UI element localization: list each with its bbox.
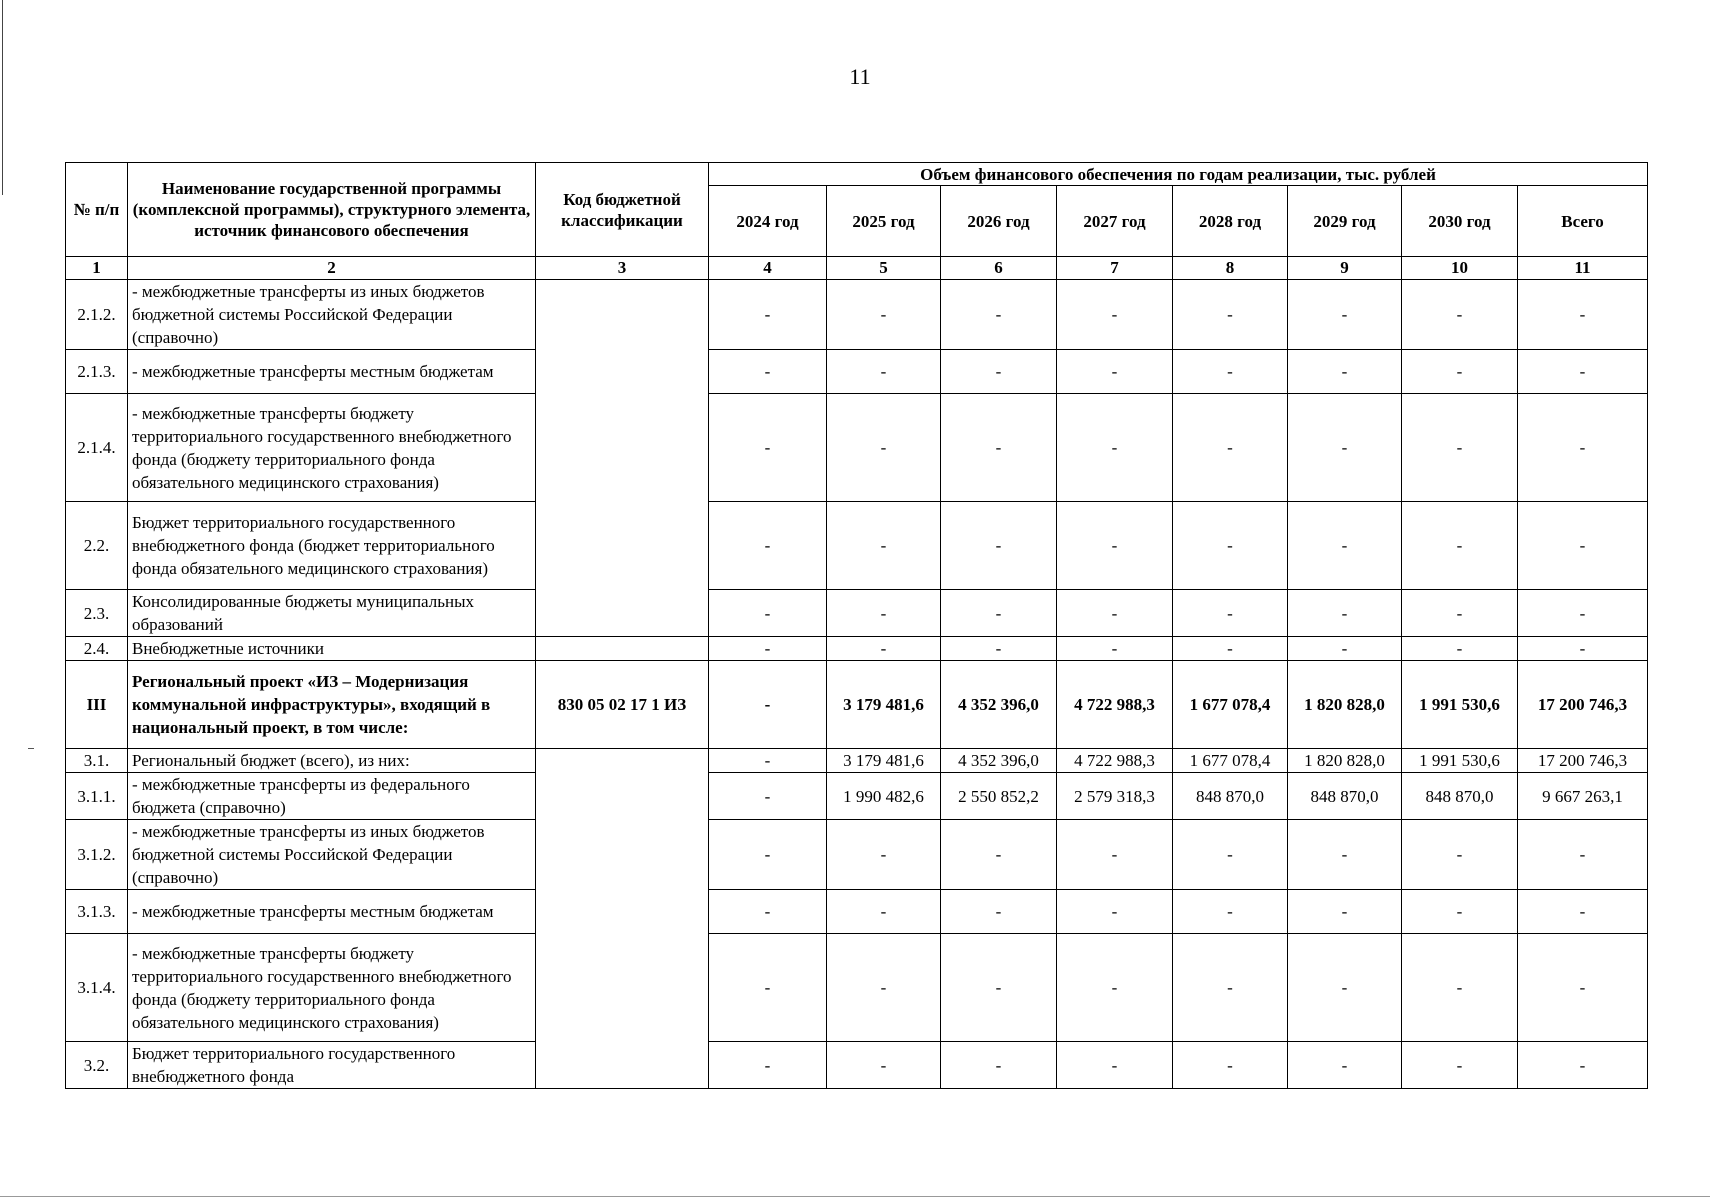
budget-code: 830 05 02 17 1 ИЗ <box>536 661 709 749</box>
row-name: - межбюджетные трансферты из иных бюджетов бюджетной системы Российской Федерации (справочно) <box>128 820 536 890</box>
table-row <box>66 890 1648 934</box>
row-name: Региональный бюджет (всего), из них: <box>128 749 536 773</box>
value-cell: 4 722 988,3 <box>1057 749 1173 773</box>
value-cell: - <box>827 350 941 394</box>
value-cell: - <box>827 590 941 637</box>
table-row <box>66 502 1648 590</box>
value-cell: - <box>1518 637 1648 661</box>
value-cell: 4 352 396,0 <box>941 749 1057 773</box>
value-cell: - <box>827 890 941 934</box>
value-cell: - <box>827 820 941 890</box>
value-cell: - <box>1518 350 1648 394</box>
row-number: 2.1.4. <box>66 394 128 502</box>
table-row <box>66 394 1648 502</box>
header-code: Код бюджетной классификации <box>536 163 709 257</box>
value-cell: - <box>1402 890 1518 934</box>
value-cell: 4 352 396,0 <box>941 661 1057 749</box>
value-cell: - <box>1402 820 1518 890</box>
value-cell: - <box>1518 280 1648 350</box>
value-cell: - <box>1057 1042 1173 1089</box>
value-cell: - <box>941 394 1057 502</box>
value-cell: - <box>941 934 1057 1042</box>
column-number-3: 3 <box>536 257 709 280</box>
value-cell: - <box>1518 1042 1648 1089</box>
scan-mark <box>28 748 34 749</box>
value-cell: - <box>941 820 1057 890</box>
value-cell: 2 550 852,2 <box>941 773 1057 820</box>
value-cell: - <box>1057 637 1173 661</box>
value-cell: 848 870,0 <box>1173 773 1288 820</box>
table-row <box>66 820 1648 890</box>
column-number-7: 7 <box>1057 257 1173 280</box>
value-cell: - <box>1057 934 1173 1042</box>
value-cell: - <box>709 934 827 1042</box>
value-cell: - <box>1402 502 1518 590</box>
value-cell: - <box>827 1042 941 1089</box>
header-year-1: 2024 год <box>709 186 827 257</box>
row-number: 3.1.4. <box>66 934 128 1042</box>
header-year-5: 2028 год <box>1173 186 1288 257</box>
value-cell: - <box>709 394 827 502</box>
value-cell: - <box>941 590 1057 637</box>
header-name: Наименование государственной программы (комплексной программы), структурного элемента, источник финансового обеспечения <box>128 163 536 257</box>
row-name: - межбюджетные трансферты из иных бюджетов бюджетной системы Российской Федерации (справочно) <box>128 280 536 350</box>
row-name: - межбюджетные трансферты бюджету территориального государственного внебюджетного фонда (бюджету территориального фонда обязательного медицинского страхования) <box>128 394 536 502</box>
value-cell: 17 200 746,3 <box>1518 661 1648 749</box>
value-cell: - <box>709 890 827 934</box>
table-row <box>66 1042 1648 1089</box>
value-cell: - <box>1288 394 1402 502</box>
row-number: 3.1.2. <box>66 820 128 890</box>
value-cell: - <box>1173 1042 1288 1089</box>
value-cell: - <box>1173 502 1288 590</box>
value-cell: - <box>1288 1042 1402 1089</box>
value-cell: 1 820 828,0 <box>1288 661 1402 749</box>
value-cell: - <box>1518 890 1648 934</box>
value-cell: - <box>941 350 1057 394</box>
value-cell: - <box>709 502 827 590</box>
scan-edge-line <box>2 0 3 195</box>
value-cell: - <box>1518 934 1648 1042</box>
value-cell: - <box>827 280 941 350</box>
value-cell: - <box>709 590 827 637</box>
table-row <box>66 280 1648 350</box>
value-cell: - <box>709 661 827 749</box>
column-number-1: 1 <box>66 257 128 280</box>
column-number-2: 2 <box>128 257 536 280</box>
value-cell: 1 991 530,6 <box>1402 749 1518 773</box>
row-name: Бюджет территориального государственного внебюджетного фонда <box>128 1042 536 1089</box>
value-cell: - <box>1402 590 1518 637</box>
row-name: Региональный проект «ИЗ – Модернизация коммунальной инфраструктуры», входящий в национальный проект, в том числе: <box>128 661 536 749</box>
value-cell: - <box>1173 820 1288 890</box>
value-cell: - <box>1057 394 1173 502</box>
value-cell: - <box>1057 280 1173 350</box>
value-cell: - <box>1173 590 1288 637</box>
value-cell: 1 677 078,4 <box>1173 661 1288 749</box>
value-cell: - <box>827 502 941 590</box>
value-cell: - <box>1288 350 1402 394</box>
header-volume: Объем финансового обеспечения по годам реализации, тыс. рублей <box>709 163 1648 186</box>
value-cell: 1 820 828,0 <box>1288 749 1402 773</box>
value-cell: - <box>1173 934 1288 1042</box>
row-number: 2.4. <box>66 637 128 661</box>
value-cell: 848 870,0 <box>1402 773 1518 820</box>
table-row <box>66 773 1648 820</box>
value-cell: - <box>1402 280 1518 350</box>
budget-code <box>536 637 709 661</box>
value-cell: - <box>709 1042 827 1089</box>
value-cell: 2 579 318,3 <box>1057 773 1173 820</box>
value-cell: - <box>1173 890 1288 934</box>
value-cell: - <box>1057 820 1173 890</box>
value-cell: - <box>1288 637 1402 661</box>
value-cell: - <box>1402 1042 1518 1089</box>
value-cell: - <box>1518 820 1648 890</box>
header-year-8: Всего <box>1518 186 1648 257</box>
header-year-3: 2026 год <box>941 186 1057 257</box>
value-cell: - <box>1288 502 1402 590</box>
value-cell: - <box>1288 590 1402 637</box>
value-cell: - <box>1173 350 1288 394</box>
header-year-6: 2029 год <box>1288 186 1402 257</box>
row-number: 3.1.3. <box>66 890 128 934</box>
value-cell: - <box>1288 934 1402 1042</box>
row-name: - межбюджетные трансферты местным бюджетам <box>128 350 536 394</box>
value-cell: - <box>1173 280 1288 350</box>
column-number-9: 9 <box>1288 257 1402 280</box>
value-cell: - <box>1402 350 1518 394</box>
value-cell: - <box>709 350 827 394</box>
budget-code <box>536 749 709 1089</box>
value-cell: - <box>1288 820 1402 890</box>
value-cell: - <box>1402 394 1518 502</box>
value-cell: 3 179 481,6 <box>827 749 941 773</box>
row-number: 2.2. <box>66 502 128 590</box>
row-name: Бюджет территориального государственного внебюджетного фонда (бюджет территориального фонда обязательного медицинского страхования) <box>128 502 536 590</box>
row-number: 2.3. <box>66 590 128 637</box>
column-number-10: 10 <box>1402 257 1518 280</box>
row-number: 3.1. <box>66 749 128 773</box>
value-cell: 17 200 746,3 <box>1518 749 1648 773</box>
value-cell: 1 990 482,6 <box>827 773 941 820</box>
row-name: Внебюджетные источники <box>128 637 536 661</box>
header-year-4: 2027 год <box>1057 186 1173 257</box>
row-number: III <box>66 661 128 749</box>
value-cell: - <box>709 637 827 661</box>
value-cell: 848 870,0 <box>1288 773 1402 820</box>
table-row <box>66 637 1648 661</box>
value-cell: - <box>941 1042 1057 1089</box>
row-name: - межбюджетные трансферты из федерального бюджета (справочно) <box>128 773 536 820</box>
row-name: - межбюджетные трансферты местным бюджетам <box>128 890 536 934</box>
row-number: 3.1.1. <box>66 773 128 820</box>
value-cell: - <box>1402 637 1518 661</box>
value-cell: - <box>1288 890 1402 934</box>
value-cell: - <box>1057 890 1173 934</box>
value-cell: 1 991 530,6 <box>1402 661 1518 749</box>
column-number-8: 8 <box>1173 257 1288 280</box>
value-cell: - <box>709 820 827 890</box>
value-cell: - <box>941 890 1057 934</box>
column-number-6: 6 <box>941 257 1057 280</box>
value-cell: 4 722 988,3 <box>1057 661 1173 749</box>
value-cell: - <box>1288 280 1402 350</box>
row-name: Консолидированные бюджеты муниципальных образований <box>128 590 536 637</box>
row-number: 3.2. <box>66 1042 128 1089</box>
value-cell: - <box>1057 502 1173 590</box>
value-cell: - <box>1173 637 1288 661</box>
value-cell: 1 677 078,4 <box>1173 749 1288 773</box>
budget-code <box>536 280 709 637</box>
row-number: 2.1.2. <box>66 280 128 350</box>
value-cell: 3 179 481,6 <box>827 661 941 749</box>
value-cell: - <box>1518 590 1648 637</box>
value-cell: - <box>709 773 827 820</box>
column-number-5: 5 <box>827 257 941 280</box>
page-number: 11 <box>849 64 871 89</box>
value-cell: - <box>1057 350 1173 394</box>
value-cell: - <box>1518 502 1648 590</box>
value-cell: - <box>709 749 827 773</box>
value-cell: 9 667 263,1 <box>1518 773 1648 820</box>
header-year-2: 2025 год <box>827 186 941 257</box>
table-row <box>66 749 1648 773</box>
value-cell: - <box>827 934 941 1042</box>
table-row <box>66 590 1648 637</box>
value-cell: - <box>1173 394 1288 502</box>
value-cell: - <box>941 637 1057 661</box>
header-num: № п/п <box>66 163 128 257</box>
column-number-4: 4 <box>709 257 827 280</box>
value-cell: - <box>1057 590 1173 637</box>
row-number: 2.1.3. <box>66 350 128 394</box>
value-cell: - <box>941 502 1057 590</box>
budget-table <box>65 162 1648 1089</box>
value-cell: - <box>827 637 941 661</box>
value-cell: - <box>1402 934 1518 1042</box>
value-cell: - <box>1518 394 1648 502</box>
table-row <box>66 350 1648 394</box>
value-cell: - <box>709 280 827 350</box>
value-cell: - <box>827 394 941 502</box>
value-cell: - <box>941 280 1057 350</box>
bottom-rule <box>0 1196 1710 1197</box>
row-name: - межбюджетные трансферты бюджету территориального государственного внебюджетного фонда (бюджету территориального фонда обязательного медицинского страхования) <box>128 934 536 1042</box>
column-number-11: 11 <box>1518 257 1648 280</box>
table-row <box>66 661 1648 749</box>
table-row <box>66 934 1648 1042</box>
header-year-7: 2030 год <box>1402 186 1518 257</box>
